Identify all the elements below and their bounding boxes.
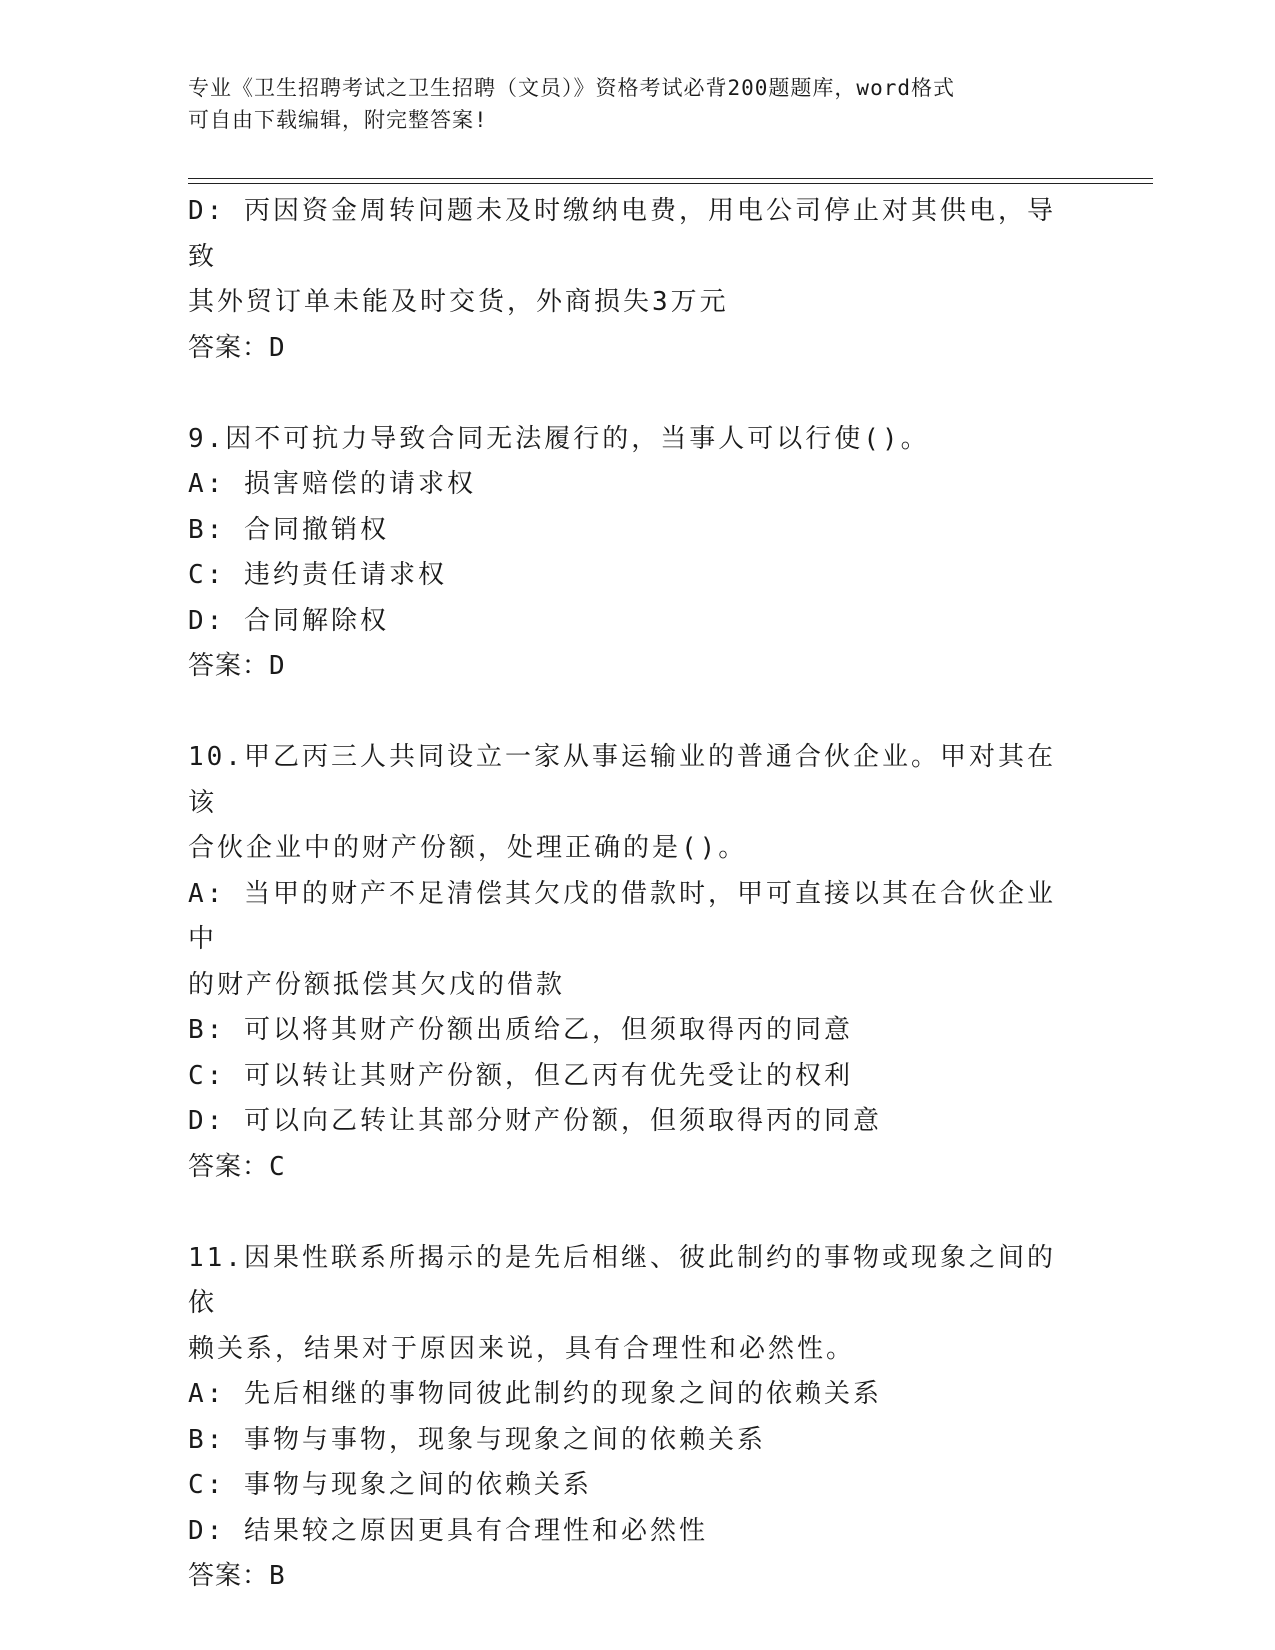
spacer	[188, 371, 1078, 417]
question-text: 9.因不可抗力导致合同无法履行的，当事人可以行使()。	[188, 423, 930, 454]
option-d: D: 可以向乙转让其部分财产份额，但须取得丙的同意	[188, 1106, 882, 1136]
document-header	[188, 72, 1068, 136]
option-d-continued: 其外贸订单未能及时交货，外商损失3万元	[188, 287, 729, 317]
option-c: C: 违约责任请求权	[188, 560, 447, 590]
option-b: B: 合同撤销权	[188, 514, 389, 545]
answer: 答案：C	[188, 1151, 286, 1182]
option-a: A: 损害赔偿的请求权	[188, 469, 476, 499]
option-d: D: 结果较之原因更具有合理性和必然性	[188, 1515, 708, 1546]
answer: 答案：D	[188, 332, 286, 363]
question-11	[188, 1236, 1078, 1600]
question-text-continued: 合伙企业中的财产份额，处理正确的是()。	[188, 833, 748, 863]
answer: 答案：B	[188, 1561, 286, 1591]
option-d: D: 丙因资金周转问题未及时缴纳电费，用电公司停止对其供电，导致	[188, 196, 1056, 272]
header-line-1: 专业《卫生招聘考试之卫生招聘（文员）》资格考试必背200题题库，word格式	[188, 76, 955, 100]
option-a: A: 当甲的财产不足清偿其欠戊的借款时，甲可直接以其在合伙企业中	[188, 878, 1056, 954]
spacer	[188, 690, 1078, 736]
question-text: 11.因果性联系所揭示的是先后相继、彼此制约的事物或现象之间的依	[188, 1242, 1056, 1318]
option-b: B: 事物与事物，现象与现象之间的依赖关系	[188, 1424, 766, 1455]
question-text: 10.甲乙丙三人共同设立一家从事运输业的普通合伙企业。甲对其在该	[188, 742, 1056, 818]
header-divider-bottom	[188, 183, 1153, 184]
option-c: C: 事物与现象之间的依赖关系	[188, 1470, 592, 1500]
option-a-continued: 的财产份额抵偿其欠戊的借款	[188, 969, 566, 1000]
answer: 答案：D	[188, 651, 286, 681]
spacer	[188, 1190, 1078, 1236]
option-b: B: 可以将其财产份额出质给乙，但须取得丙的同意	[188, 1015, 853, 1045]
question-list	[188, 189, 1078, 1600]
question-text-continued: 赖关系，结果对于原因来说，具有合理性和必然性。	[188, 1333, 856, 1364]
question-10	[188, 735, 1078, 1190]
option-a: A: 先后相继的事物同彼此制约的现象之间的依赖关系	[188, 1379, 882, 1409]
option-d: D: 合同解除权	[188, 605, 389, 636]
option-c: C: 可以转让其财产份额，但乙丙有优先受让的权利	[188, 1060, 853, 1091]
header-line-2: 可自由下载编辑，附完整答案!	[188, 108, 488, 132]
question-9	[188, 417, 1078, 690]
question-8-tail	[188, 189, 1078, 371]
header-divider-top	[188, 178, 1153, 179]
